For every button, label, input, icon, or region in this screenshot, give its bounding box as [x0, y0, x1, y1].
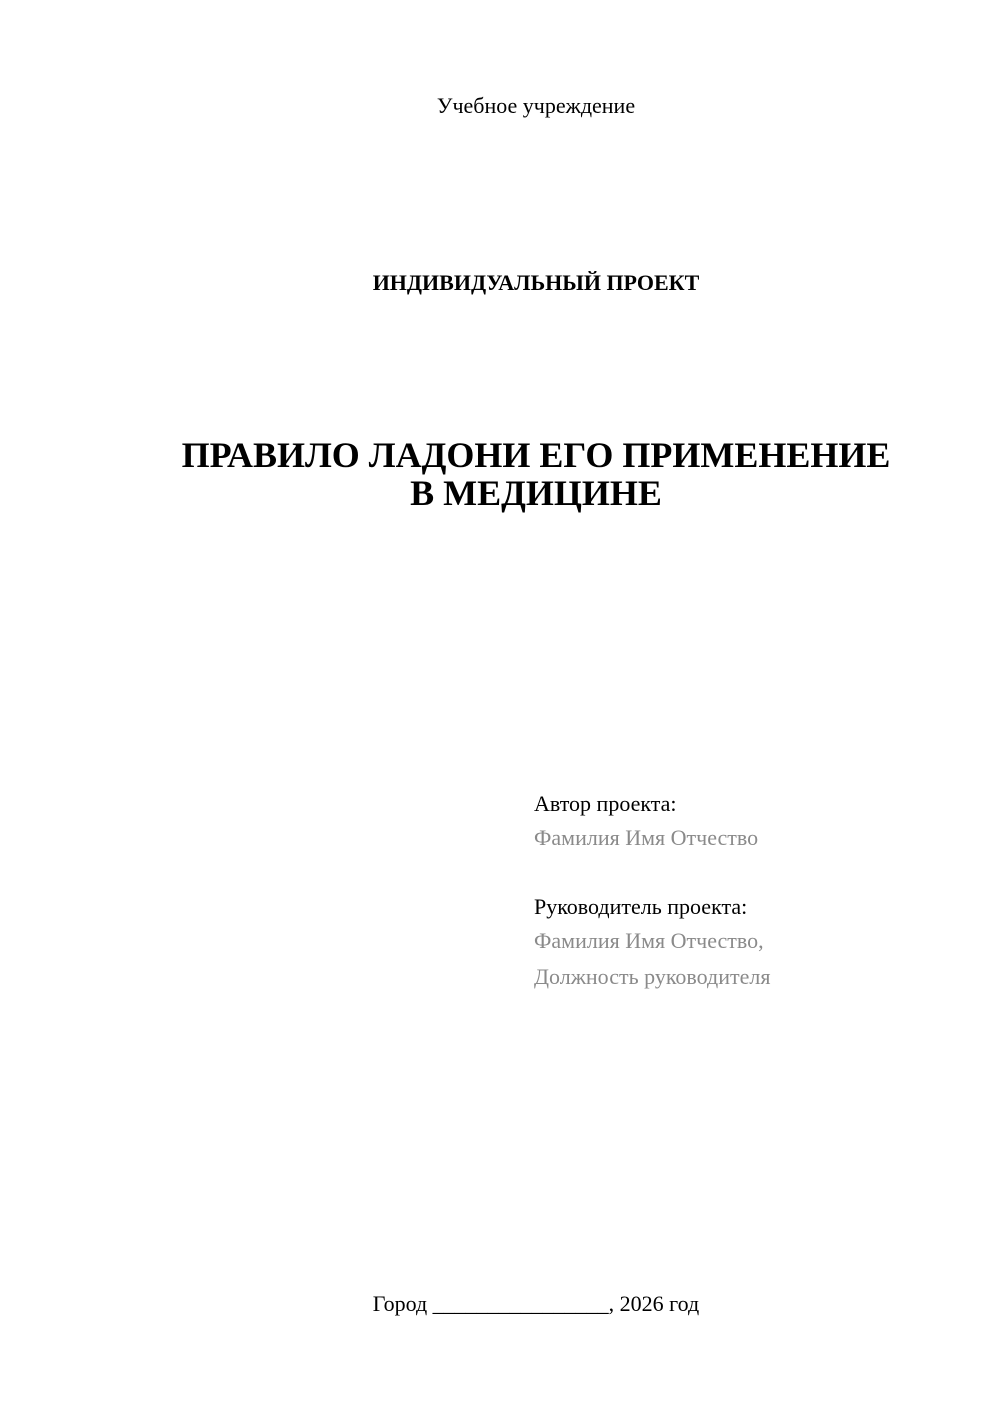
supervisor-label: Руководитель проекта: — [534, 894, 748, 919]
document-title-line-1: ПРАВИЛО ЛАДОНИ ЕГО ПРИМЕНЕНИЕ — [181, 435, 891, 475]
credits-spacer — [534, 856, 974, 891]
institution-name: Учебное учреждение — [436, 93, 636, 118]
document-title-line-2: В МЕДИЦИНЕ — [410, 473, 662, 513]
author-label: Автор проекта: — [534, 791, 677, 816]
document-type: ИНДИВИДУАЛЬНЫЙ ПРОЕКТ — [372, 270, 700, 295]
author-name: Фамилия Имя Отчество — [534, 825, 759, 850]
city-year-line: Город ________________, 2026 год — [372, 1291, 700, 1316]
supervisor-position: Должность руководителя — [534, 964, 771, 989]
document-title — [100, 436, 972, 512]
supervisor-name: Фамилия Имя Отчество, — [534, 928, 764, 953]
credits-block — [534, 788, 974, 995]
